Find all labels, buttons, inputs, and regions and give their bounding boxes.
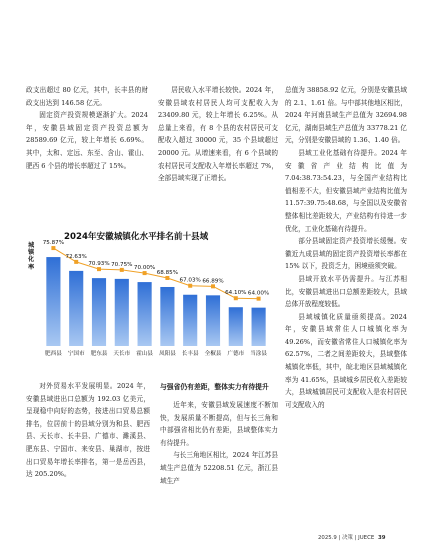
chart-plot [26, 228, 272, 368]
text-column-1 [26, 84, 148, 172]
line-marker [188, 284, 192, 288]
bar-宁国市 [69, 271, 83, 346]
paragraph: 部分县域固定资产投资增长缓慢。安徽近九成县域的固定资产投资增长率都在 15% 以下，投资乏力，困境亟须突破。 [285, 237, 407, 271]
value-label: 70.75% [111, 261, 133, 268]
text-column-2 [158, 84, 278, 185]
paragraph: 对外贸易水平发展明显。2024 年，安徽县域进出口总额为 192.03 亿美元，呈现稳中向好的态势，按进出口贸易总额排名，位居前十的县域分别为和县、肥西县、天长市、长丰县、广德市、濉溪县、肥东县、宁国市、来安县、巢湖市，按进出口贸易年增长率排名，第一是岳西县，达 205.20%。 [26, 382, 150, 479]
chart-y-axis-label: 城镇化率 [28, 242, 35, 271]
paragraph: 总值为 38858.92 亿元，分别是安徽县域的 2.1、1.61 倍。与中部其他地区相比，2024 年河南县域生产总值为 32694.98 亿元，湖南县域生产总值为 33778.21 亿元，分别是安徽县域的 1.36、1.40 倍。 [285, 86, 407, 145]
value-label: 70.93% [88, 261, 110, 268]
bar-长丰县 [183, 295, 197, 346]
category-label: 天长市 [113, 351, 131, 357]
bar-当涂县 [252, 308, 266, 346]
paragraph: 固定资产投资规模逐渐扩大。2024 年，安徽县域固定资产投资总额为 28589.69 亿元，较上年增长 6.69%。其中，太和、定远、东至、含山、霍山、肥西 6 个县的增长率超过了 15%。 [26, 111, 148, 170]
bar-天长市 [115, 279, 129, 346]
line-marker [143, 271, 147, 275]
bar-全椒县 [206, 295, 220, 346]
value-label: 72.63% [65, 253, 87, 260]
value-label: 64.00% [247, 290, 270, 297]
page-number: 39 [377, 535, 386, 541]
value-label: 75.87% [42, 240, 65, 247]
line-marker [120, 268, 124, 272]
paragraph: 居民收入水平增长较快。2024 年，安徽县域农村居民人均可支配收入为 23409.80 元，较上年增长 6.25%。从总量上来看，有 8 个县的农村居民可支配收入超过 30000 元，35 个县域超过 20000 元。从增速来看，有 6 个县域的农村居民可支配收入年增长率超过 7%，全部县域实现了正增长。 [158, 86, 278, 183]
bar-肥东县 [92, 278, 106, 346]
bar-肥西县 [46, 257, 60, 346]
bar-凤阳县 [160, 287, 174, 346]
paragraph: 与长三角地区相比，2024 年江苏县域生产总值为 52208.51 亿元，浙江县域生产 [160, 451, 278, 485]
paragraph: 政支出超过 80 亿元，其中，长丰县的财政支出达到 146.58 亿元。 [26, 86, 148, 107]
value-label: 67.03% [179, 277, 201, 284]
paragraph: 县域城镇化质量亟须提高。2024 年，安徽县域常住人口城镇化率为 49.26%，而安徽省常住人口城镇化率为 62.57%，二者之间差距较大，县域整体城镇化率低，其中，皖北地区县域城镇化率为 41.65%，县域城乡居民收入差距较大，县域城镇居民可支配收入是农村居民可支配收入的 [285, 312, 407, 409]
paragraph: 县域开放水平仍需提升。与江苏相比，安徽县域进出口总额差距较大，县域总体开放程度较低。 [285, 274, 407, 309]
category-label: 宁国市 [67, 351, 85, 357]
line-marker [97, 267, 101, 271]
category-label: 肥西县 [45, 351, 62, 357]
category-label: 凤阳县 [159, 351, 176, 357]
line-marker [165, 276, 169, 280]
line-marker [257, 297, 261, 301]
value-label: 66.89% [202, 278, 224, 285]
paragraph: 近年来，安徽县域发展速度不断加快，发展质量不断提高，但与长三角和中部强省相比仍有差距，县域整体实力有待提升。 [160, 401, 278, 447]
paragraph: 县域工业化基础有待提升。2024 年安徽省产业结构比值为 7.04:38.73:54.23，与全国产业结构比值相差不大，但安徽县域产业结构比值为 11.57:39.75:48.68，与全国以及安徽省整体相比差距较大，产业结构有待进一步优化，工业化基础有待提升。 [285, 148, 407, 233]
bar-广德市 [229, 307, 243, 346]
line-marker [74, 260, 78, 264]
text-column-1-lower [26, 380, 150, 481]
urbanization-bar-chart [26, 228, 272, 368]
category-label: 肥东县 [90, 351, 108, 357]
category-label: 广德市 [227, 351, 245, 357]
value-label: 68.85% [156, 269, 179, 276]
page-footer [318, 533, 385, 541]
line-marker [211, 284, 215, 288]
issue-label: 2025.9 | 决策 | JUECE [318, 535, 375, 541]
text-column-3 [285, 84, 407, 411]
value-label: 64.10% [225, 290, 247, 297]
value-label: 70.00% [133, 265, 156, 272]
text-column-2-lower [160, 380, 278, 487]
category-label: 全椒县 [204, 351, 222, 357]
category-label: 长丰县 [181, 351, 199, 357]
category-label: 当涂县 [250, 351, 267, 357]
line-marker [51, 246, 55, 250]
bar-霍山县 [138, 282, 152, 346]
section-heading: 与强省仍有差距，整体实力有待提升 [160, 383, 269, 391]
line-marker [234, 296, 238, 300]
chart-title: 2024年安徽城镇化水平排名前十县域 [64, 232, 209, 242]
category-label: 霍山县 [136, 351, 153, 357]
